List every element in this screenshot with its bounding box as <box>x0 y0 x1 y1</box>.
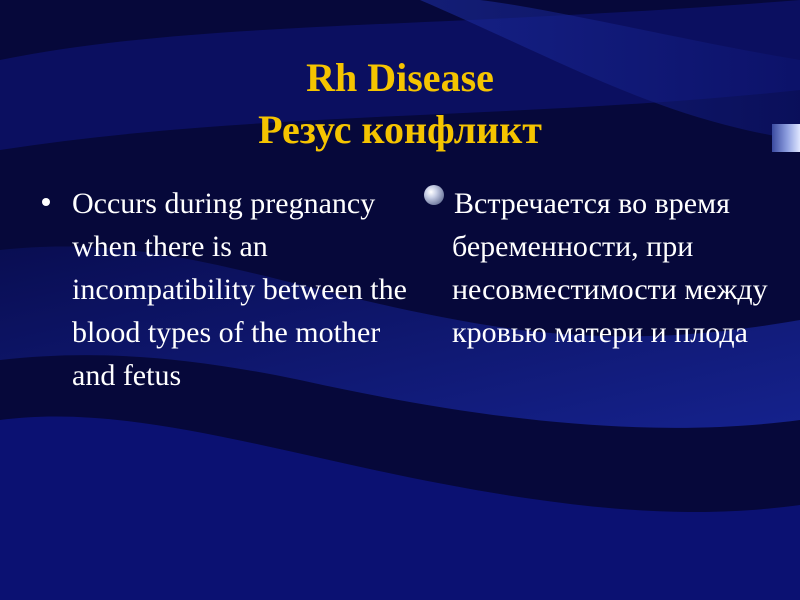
bullet-item <box>38 182 413 397</box>
bullet-item <box>424 182 796 354</box>
right-column <box>424 182 796 354</box>
left-column <box>38 182 413 397</box>
bullet-text-russian: Встречается во время беременности, при несовместимости между кровью матери и плода <box>452 187 768 349</box>
dot-bullet-icon <box>42 198 50 206</box>
sphere-bullet-icon <box>424 185 444 205</box>
bullet-text-english: Occurs during pregnancy when there is an incompatibility between the blood types of the mother and fetus <box>72 187 407 392</box>
title-line-english: Rh Disease <box>306 55 494 100</box>
title-line-russian: Резус конфликт <box>258 107 542 152</box>
slide-title <box>0 52 800 156</box>
